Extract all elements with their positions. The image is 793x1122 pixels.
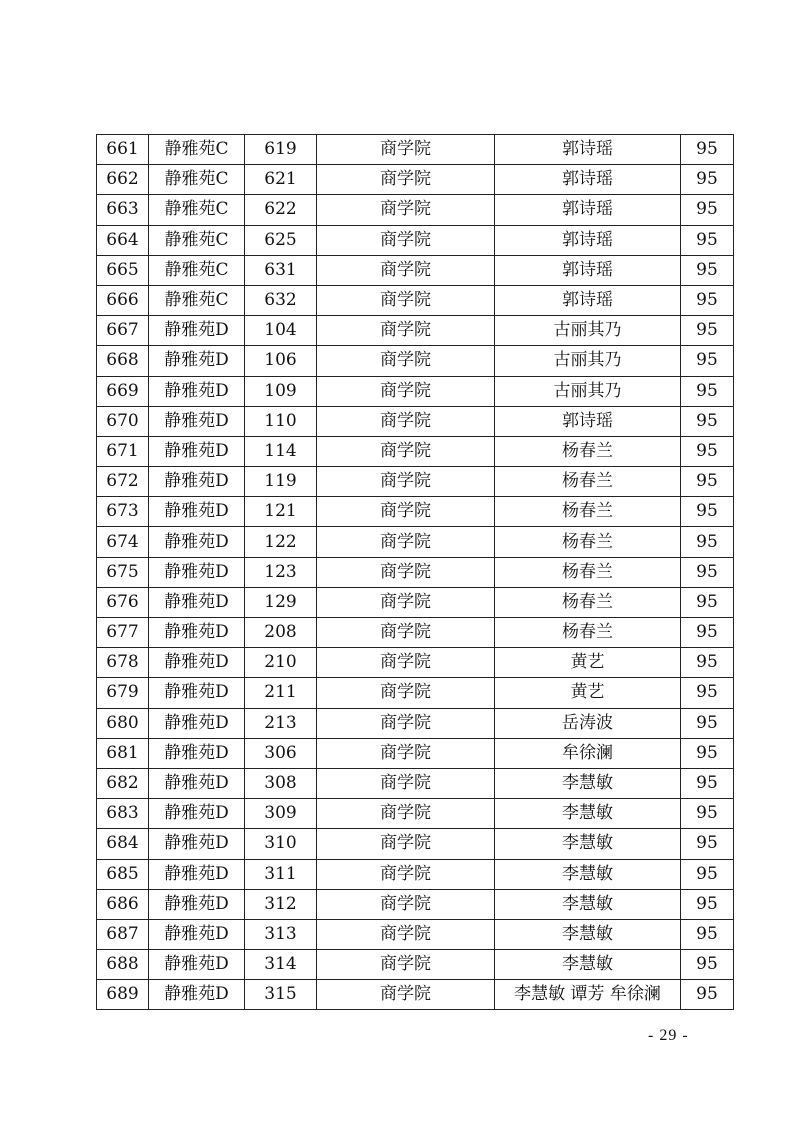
room-number-cell: 106 <box>245 346 317 376</box>
room-number-cell: 314 <box>245 950 317 980</box>
counselor-cell: 杨春兰 <box>495 527 681 557</box>
college-cell: 商学院 <box>317 406 495 436</box>
building-cell: 静雅苑D <box>149 527 245 557</box>
row-number-cell: 675 <box>97 557 149 587</box>
building-cell: 静雅苑C <box>149 225 245 255</box>
row-number-cell: 676 <box>97 587 149 617</box>
counselor-cell: 李慧敏 <box>495 950 681 980</box>
table-row <box>97 829 734 859</box>
college-cell: 商学院 <box>317 587 495 617</box>
building-cell: 静雅苑D <box>149 980 245 1010</box>
table-row <box>97 799 734 829</box>
score-cell: 95 <box>681 165 734 195</box>
building-cell: 静雅苑D <box>149 708 245 738</box>
room-number-cell: 110 <box>245 406 317 436</box>
page-number: - 29 - <box>648 1027 689 1044</box>
table-row <box>97 497 734 527</box>
building-cell: 静雅苑D <box>149 678 245 708</box>
score-cell: 95 <box>681 527 734 557</box>
score-cell: 95 <box>681 587 734 617</box>
room-number-cell: 313 <box>245 919 317 949</box>
table-row <box>97 467 734 497</box>
table-row <box>97 557 734 587</box>
table-row <box>97 406 734 436</box>
room-number-cell: 123 <box>245 557 317 587</box>
counselor-cell: 杨春兰 <box>495 557 681 587</box>
room-number-cell: 210 <box>245 648 317 678</box>
building-cell: 静雅苑D <box>149 406 245 436</box>
counselor-cell: 郭诗瑶 <box>495 406 681 436</box>
college-cell: 商学院 <box>317 135 495 165</box>
building-cell: 静雅苑C <box>149 165 245 195</box>
room-number-cell: 211 <box>245 678 317 708</box>
room-number-cell: 208 <box>245 618 317 648</box>
building-cell: 静雅苑D <box>149 919 245 949</box>
college-cell: 商学院 <box>317 919 495 949</box>
score-cell: 95 <box>681 376 734 406</box>
score-cell: 95 <box>681 768 734 798</box>
score-cell: 95 <box>681 225 734 255</box>
building-cell: 静雅苑D <box>149 829 245 859</box>
score-cell: 95 <box>681 618 734 648</box>
counselor-cell: 牟徐澜 <box>495 738 681 768</box>
row-number-cell: 665 <box>97 255 149 285</box>
score-cell: 95 <box>681 678 734 708</box>
college-cell: 商学院 <box>317 285 495 315</box>
score-cell: 95 <box>681 799 734 829</box>
row-number-cell: 674 <box>97 527 149 557</box>
college-cell: 商学院 <box>317 768 495 798</box>
score-cell: 95 <box>681 346 734 376</box>
row-number-cell: 663 <box>97 195 149 225</box>
table-row <box>97 980 734 1010</box>
building-cell: 静雅苑C <box>149 255 245 285</box>
room-number-cell: 308 <box>245 768 317 798</box>
counselor-cell: 李慧敏 <box>495 859 681 889</box>
table-body <box>97 135 734 1010</box>
room-number-cell: 121 <box>245 497 317 527</box>
score-cell: 95 <box>681 467 734 497</box>
room-number-cell: 622 <box>245 195 317 225</box>
table-row <box>97 889 734 919</box>
college-cell: 商学院 <box>317 829 495 859</box>
row-number-cell: 670 <box>97 406 149 436</box>
counselor-cell: 李慧敏 <box>495 919 681 949</box>
building-cell: 静雅苑D <box>149 799 245 829</box>
counselor-cell: 李慧敏 <box>495 799 681 829</box>
college-cell: 商学院 <box>317 467 495 497</box>
row-number-cell: 661 <box>97 135 149 165</box>
college-cell: 商学院 <box>317 950 495 980</box>
building-cell: 静雅苑D <box>149 738 245 768</box>
college-cell: 商学院 <box>317 346 495 376</box>
counselor-cell: 郭诗瑶 <box>495 285 681 315</box>
table-row <box>97 587 734 617</box>
table-row <box>97 738 734 768</box>
college-cell: 商学院 <box>317 497 495 527</box>
counselor-cell: 黄艺 <box>495 648 681 678</box>
row-number-cell: 680 <box>97 708 149 738</box>
college-cell: 商学院 <box>317 225 495 255</box>
row-number-cell: 662 <box>97 165 149 195</box>
room-number-cell: 213 <box>245 708 317 738</box>
counselor-cell: 郭诗瑶 <box>495 195 681 225</box>
counselor-cell: 李慧敏 <box>495 768 681 798</box>
row-number-cell: 673 <box>97 497 149 527</box>
counselor-cell: 古丽其乃 <box>495 316 681 346</box>
table-row <box>97 950 734 980</box>
room-number-cell: 309 <box>245 799 317 829</box>
row-number-cell: 686 <box>97 889 149 919</box>
college-cell: 商学院 <box>317 799 495 829</box>
building-cell: 静雅苑D <box>149 889 245 919</box>
table-row <box>97 919 734 949</box>
score-cell: 95 <box>681 135 734 165</box>
room-number-cell: 631 <box>245 255 317 285</box>
table-row <box>97 768 734 798</box>
table-row <box>97 285 734 315</box>
score-cell: 95 <box>681 255 734 285</box>
counselor-cell: 古丽其乃 <box>495 376 681 406</box>
building-cell: 静雅苑D <box>149 587 245 617</box>
table-row <box>97 376 734 406</box>
row-number-cell: 671 <box>97 436 149 466</box>
row-number-cell: 672 <box>97 467 149 497</box>
counselor-cell: 郭诗瑶 <box>495 165 681 195</box>
room-number-cell: 621 <box>245 165 317 195</box>
score-cell: 95 <box>681 195 734 225</box>
building-cell: 静雅苑D <box>149 618 245 648</box>
counselor-cell: 郭诗瑶 <box>495 255 681 285</box>
college-cell: 商学院 <box>317 678 495 708</box>
table-row <box>97 225 734 255</box>
counselor-cell: 郭诗瑶 <box>495 225 681 255</box>
building-cell: 静雅苑D <box>149 768 245 798</box>
room-number-cell: 122 <box>245 527 317 557</box>
college-cell: 商学院 <box>317 316 495 346</box>
score-cell: 95 <box>681 436 734 466</box>
table-row <box>97 527 734 557</box>
row-number-cell: 678 <box>97 648 149 678</box>
row-number-cell: 683 <box>97 799 149 829</box>
room-number-cell: 632 <box>245 285 317 315</box>
row-number-cell: 669 <box>97 376 149 406</box>
table-row <box>97 346 734 376</box>
college-cell: 商学院 <box>317 195 495 225</box>
building-cell: 静雅苑D <box>149 316 245 346</box>
counselor-cell: 黄艺 <box>495 678 681 708</box>
table-row <box>97 618 734 648</box>
row-number-cell: 681 <box>97 738 149 768</box>
table-row <box>97 316 734 346</box>
college-cell: 商学院 <box>317 859 495 889</box>
building-cell: 静雅苑D <box>149 467 245 497</box>
building-cell: 静雅苑D <box>149 557 245 587</box>
score-cell: 95 <box>681 316 734 346</box>
score-cell: 95 <box>681 950 734 980</box>
counselor-cell: 杨春兰 <box>495 618 681 648</box>
building-cell: 静雅苑D <box>149 648 245 678</box>
building-cell: 静雅苑D <box>149 950 245 980</box>
college-cell: 商学院 <box>317 648 495 678</box>
room-number-cell: 129 <box>245 587 317 617</box>
score-cell: 95 <box>681 497 734 527</box>
room-number-cell: 619 <box>245 135 317 165</box>
row-number-cell: 667 <box>97 316 149 346</box>
room-number-cell: 306 <box>245 738 317 768</box>
room-number-cell: 315 <box>245 980 317 1010</box>
college-cell: 商学院 <box>317 738 495 768</box>
table-row <box>97 859 734 889</box>
row-number-cell: 682 <box>97 768 149 798</box>
room-number-cell: 109 <box>245 376 317 406</box>
counselor-cell: 古丽其乃 <box>495 346 681 376</box>
building-cell: 静雅苑D <box>149 436 245 466</box>
table-row <box>97 135 734 165</box>
college-cell: 商学院 <box>317 165 495 195</box>
room-number-cell: 104 <box>245 316 317 346</box>
score-cell: 95 <box>681 557 734 587</box>
row-number-cell: 666 <box>97 285 149 315</box>
row-number-cell: 685 <box>97 859 149 889</box>
row-number-cell: 688 <box>97 950 149 980</box>
counselor-cell: 李慧敏 <box>495 889 681 919</box>
college-cell: 商学院 <box>317 436 495 466</box>
college-cell: 商学院 <box>317 618 495 648</box>
row-number-cell: 684 <box>97 829 149 859</box>
college-cell: 商学院 <box>317 255 495 285</box>
college-cell: 商学院 <box>317 527 495 557</box>
score-cell: 95 <box>681 889 734 919</box>
table-row <box>97 195 734 225</box>
building-cell: 静雅苑C <box>149 195 245 225</box>
counselor-cell: 杨春兰 <box>495 467 681 497</box>
row-number-cell: 689 <box>97 980 149 1010</box>
building-cell: 静雅苑C <box>149 285 245 315</box>
score-cell: 95 <box>681 829 734 859</box>
counselor-cell: 李慧敏 谭芳 牟徐澜 <box>495 980 681 1010</box>
counselor-cell: 李慧敏 <box>495 829 681 859</box>
score-cell: 95 <box>681 648 734 678</box>
college-cell: 商学院 <box>317 376 495 406</box>
counselor-cell: 杨春兰 <box>495 436 681 466</box>
room-number-cell: 312 <box>245 889 317 919</box>
row-number-cell: 668 <box>97 346 149 376</box>
score-cell: 95 <box>681 980 734 1010</box>
row-number-cell: 687 <box>97 919 149 949</box>
college-cell: 商学院 <box>317 708 495 738</box>
college-cell: 商学院 <box>317 980 495 1010</box>
table-row <box>97 648 734 678</box>
building-cell: 静雅苑D <box>149 376 245 406</box>
score-cell: 95 <box>681 708 734 738</box>
building-cell: 静雅苑D <box>149 497 245 527</box>
score-cell: 95 <box>681 738 734 768</box>
table-row <box>97 436 734 466</box>
table-row <box>97 708 734 738</box>
row-number-cell: 679 <box>97 678 149 708</box>
score-cell: 95 <box>681 859 734 889</box>
counselor-cell: 郭诗瑶 <box>495 135 681 165</box>
score-cell: 95 <box>681 285 734 315</box>
college-cell: 商学院 <box>317 889 495 919</box>
building-cell: 静雅苑D <box>149 346 245 376</box>
room-number-cell: 625 <box>245 225 317 255</box>
building-cell: 静雅苑C <box>149 135 245 165</box>
score-cell: 95 <box>681 406 734 436</box>
counselor-cell: 岳涛波 <box>495 708 681 738</box>
table-row <box>97 165 734 195</box>
room-number-cell: 310 <box>245 829 317 859</box>
row-number-cell: 664 <box>97 225 149 255</box>
table-row <box>97 255 734 285</box>
counselor-cell: 杨春兰 <box>495 497 681 527</box>
room-number-cell: 311 <box>245 859 317 889</box>
table-row <box>97 678 734 708</box>
room-number-cell: 114 <box>245 436 317 466</box>
counselor-cell: 杨春兰 <box>495 587 681 617</box>
college-cell: 商学院 <box>317 557 495 587</box>
room-number-cell: 119 <box>245 467 317 497</box>
building-cell: 静雅苑D <box>149 859 245 889</box>
score-cell: 95 <box>681 919 734 949</box>
dormitory-score-table <box>96 134 734 1010</box>
row-number-cell: 677 <box>97 618 149 648</box>
